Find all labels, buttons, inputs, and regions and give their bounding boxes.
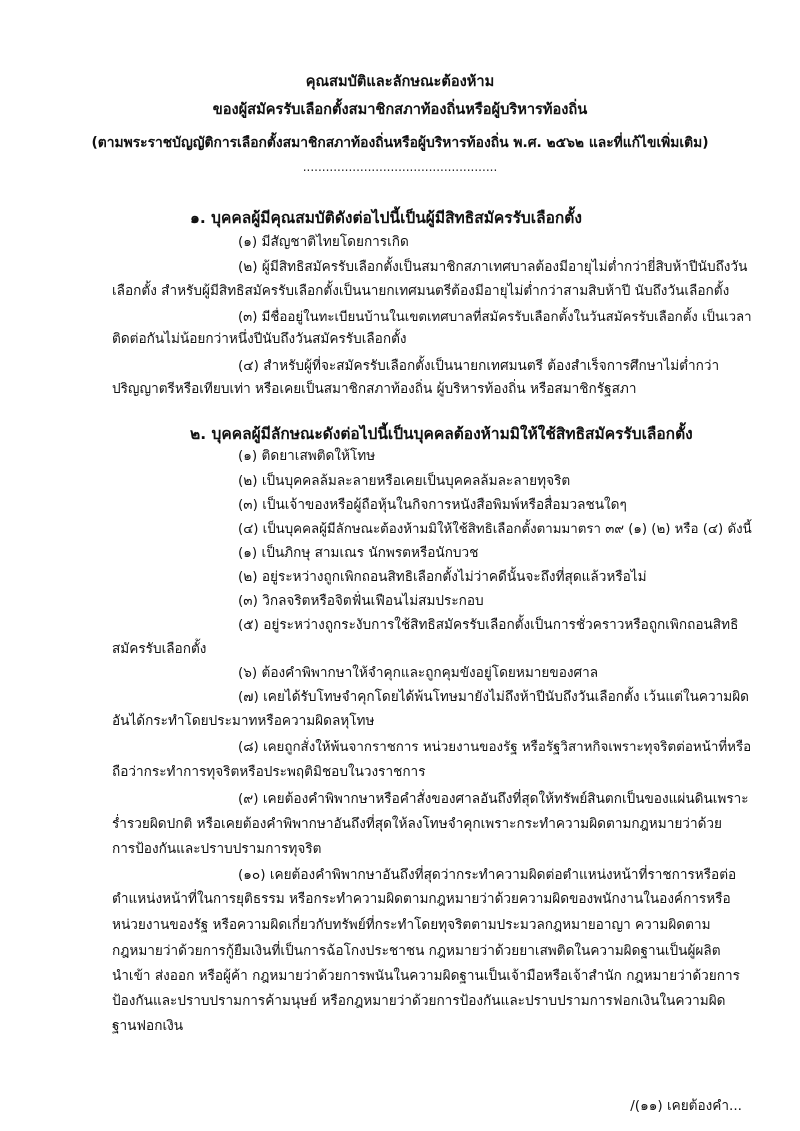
s2-line-8: (๗) เคยได้รับโทษจำคุกโดยได้พ้นโทษมายังไม่ถึงห้าปีนับถึงวันเลือกตั้ง เว้นแต่ในความผิด — [238, 689, 749, 705]
s2-line-11: ถือว่ากระทำการทุจริตหรือประพฤติมิชอบในวงราชการ — [112, 764, 426, 780]
section-1-title: ๑. บุคคลผู้มีคุณสมบัติดังต่อไปนี้เป็นผู้มีสิทธิสมัครรับเลือกตั้ง — [190, 209, 582, 227]
s2-line-16: ตำแหน่งหน้าที่ในการยุติธรรม หรือกระทำความผิดตามกฎหมายว่าด้วยความผิดของพนักงานในองค์การหรือ — [112, 891, 731, 907]
s1-line-6: (๔) สำหรับผู้ที่จะสมัครรับเลือกตั้งเป็นนายกเทศมนตรี ต้องสำเร็จการศึกษาไม่ต่ำกว่า — [238, 358, 720, 374]
s2-line-18: กฎหมายว่าด้วยการกู้ยืมเงินที่เป็นการฉ้อโกงประชาชน กฎหมายว่าด้วยยาเสพติดในความผิดฐานเป็นผู้ผลิต — [112, 943, 721, 959]
s2-line-3: (๓) เป็นเจ้าของหรือผู้ถือหุ้นในกิจการหนังสือพิมพ์หรือสื่อมวลชนใดๆ — [238, 497, 627, 513]
separator-dots: ................................................... — [302, 160, 498, 174]
section-2-title: ๒. บุคคลผู้มีลักษณะดังต่อไปนี้เป็นบุคคลต้องห้ามมิให้ใช้สิทธิสมัครรับเลือกตั้ง — [190, 425, 693, 443]
s1-line-1: (๑) มีสัญชาติไทยโดยการเกิด — [238, 234, 409, 250]
s2-subline-1: (๑) เป็นภิกษุ สามเณร นักพรตหรือนักบวช — [238, 545, 479, 561]
s2-line-12: (๙) เคยต้องคำพิพากษาหรือคำสั่งของศาลอันถึงที่สุดให้ทรัพย์สินตกเป็นของแผ่นดินเพราะ — [238, 791, 749, 807]
s2-line-6: สมัครรับเลือกตั้ง — [112, 641, 207, 657]
s2-line-5: (๕) อยู่ระหว่างถูกระงับการใช้สิทธิสมัครรับเลือกตั้งเป็นการชั่วคราวหรือถูกเพิกถอนสิทธิ — [238, 617, 739, 633]
s2-subline-3: (๓) วิกลจริตหรือจิตฟั่นเฟือนไม่สมประกอบ — [238, 593, 484, 609]
s1-line-7: ปริญญาตรีหรือเทียบเท่า หรือเคยเป็นสมาชิกสภาท้องถิ่น ผู้บริหารท้องถิ่น หรือสมาชิกรัฐสภา — [112, 381, 637, 397]
title-line-2: ของผู้สมัครรับเลือกตั้งสมาชิกสภาท้องถิ่นหรือผู้บริหารท้องถิ่น — [212, 101, 588, 118]
s2-line-4: (๔) เป็นบุคคลผู้มีลักษณะต้องห้ามมิให้ใช้สิทธิเลือกตั้งตามมาตรา ๓๙ (๑) (๒) หรือ (๔) ดังนี้ — [238, 522, 752, 537]
s2-line-9: อันได้กระทำโดยประมาทหรือความผิดลหุโทษ — [112, 713, 375, 729]
s2-line-21: ฐานฟอกเงิน — [112, 1018, 184, 1034]
s2-line-1: (๑) ติดยาเสพติดให้โทษ — [238, 448, 376, 464]
s1-line-4: (๓) มีชื่ออยู่ในทะเบียนบ้านในเขตเทศบาลที่สมัครรับเลือกตั้งในวันสมัครรับเลือกตั้ง เป็นเวลา — [238, 310, 752, 325]
s2-subline-2: (๒) อยู่ระหว่างถูกเพิกถอนสิทธิเลือกตั้งไม่ว่าคดีนั้นจะถึงที่สุดแล้วหรือไม่ — [238, 569, 647, 585]
s2-line-7: (๖) ต้องคำพิพากษาให้จำคุกและถูกคุมขังอยู่โดยหมายของศาล — [238, 665, 599, 681]
s2-line-15: (๑๐) เคยต้องคำพิพากษาอันถึงที่สุดว่ากระทำความผิดต่อตำแหน่งหน้าที่ราชการหรือต่อ — [238, 867, 737, 883]
s1-line-2: (๒) ผู้มีสิทธิสมัครรับเลือกตั้งเป็นสมาชิกสภาเทศบาลต้องมีอายุไม่ต่ำกว่ายี่สิบห้าปีนับถึงวัน — [238, 259, 748, 275]
s1-line-5: ติดต่อกันไม่น้อยกว่าหนึ่งปีนับถึงวันสมัครรับเลือกตั้ง — [112, 331, 407, 347]
s2-line-2: (๒) เป็นบุคคลล้มละลายหรือเคยเป็นบุคคลล้มละลายทุจริต — [238, 473, 571, 489]
s2-line-10: (๘) เคยถูกสั่งให้พ้นจากราชการ หน่วยงานของรัฐ หรือรัฐวิสาหกิจเพราะทุจริตต่อหน้าที่หรือ — [238, 740, 752, 755]
page-continuation: /(๑๑) เคยต้องคำ... — [630, 1098, 742, 1114]
title-line-1: คุณสมบัติและลักษณะต้องห้าม — [305, 73, 495, 90]
s2-line-14: การป้องกันและปราบปรามการทุจริต — [112, 841, 322, 857]
s1-line-3: เลือกตั้ง สำหรับผู้มีสิทธิสมัครรับเลือกตั้งเป็นนายกเทศมนตรีต้องมีอายุไม่ต่ำกว่าสามสิบห้าปี นับถึงวันเลือกตั้ง — [112, 283, 730, 299]
s2-line-13: ร่ำรวยผิดปกติ หรือเคยต้องคำพิพากษาอันถึงที่สุดให้ลงโทษจำคุกเพราะกระทำความผิดตามกฎหมายว่าด้วย — [112, 816, 722, 832]
s2-line-19: นำเข้า ส่งออก หรือผู้ค้า กฎหมายว่าด้วยการพนันในความผิดฐานเป็นเจ้ามือหรือเจ้าสำนัก กฎหมายว่าด้วยการ — [112, 968, 740, 984]
title-line-3: (ตามพระราชบัญญัติการเลือกตั้งสมาชิกสภาท้องถิ่นหรือผู้บริหารท้องถิ่น พ.ศ. ๒๕๖๒ และที่แก้ไขเพิ่มเติม) — [91, 135, 709, 151]
s2-line-17: หน่วยงานของรัฐ หรือความผิดเกี่ยวกับทรัพย์ที่กระทำโดยทุจริตตามประมวลกฎหมายอาญา ความผิดตาม — [112, 917, 711, 933]
s2-line-20: ป้องกันและปราบปรามการค้ามนุษย์ หรือกฎหมายว่าด้วยการป้องกันและปราบปรามการฟอกเงินในความผิด — [112, 993, 726, 1009]
